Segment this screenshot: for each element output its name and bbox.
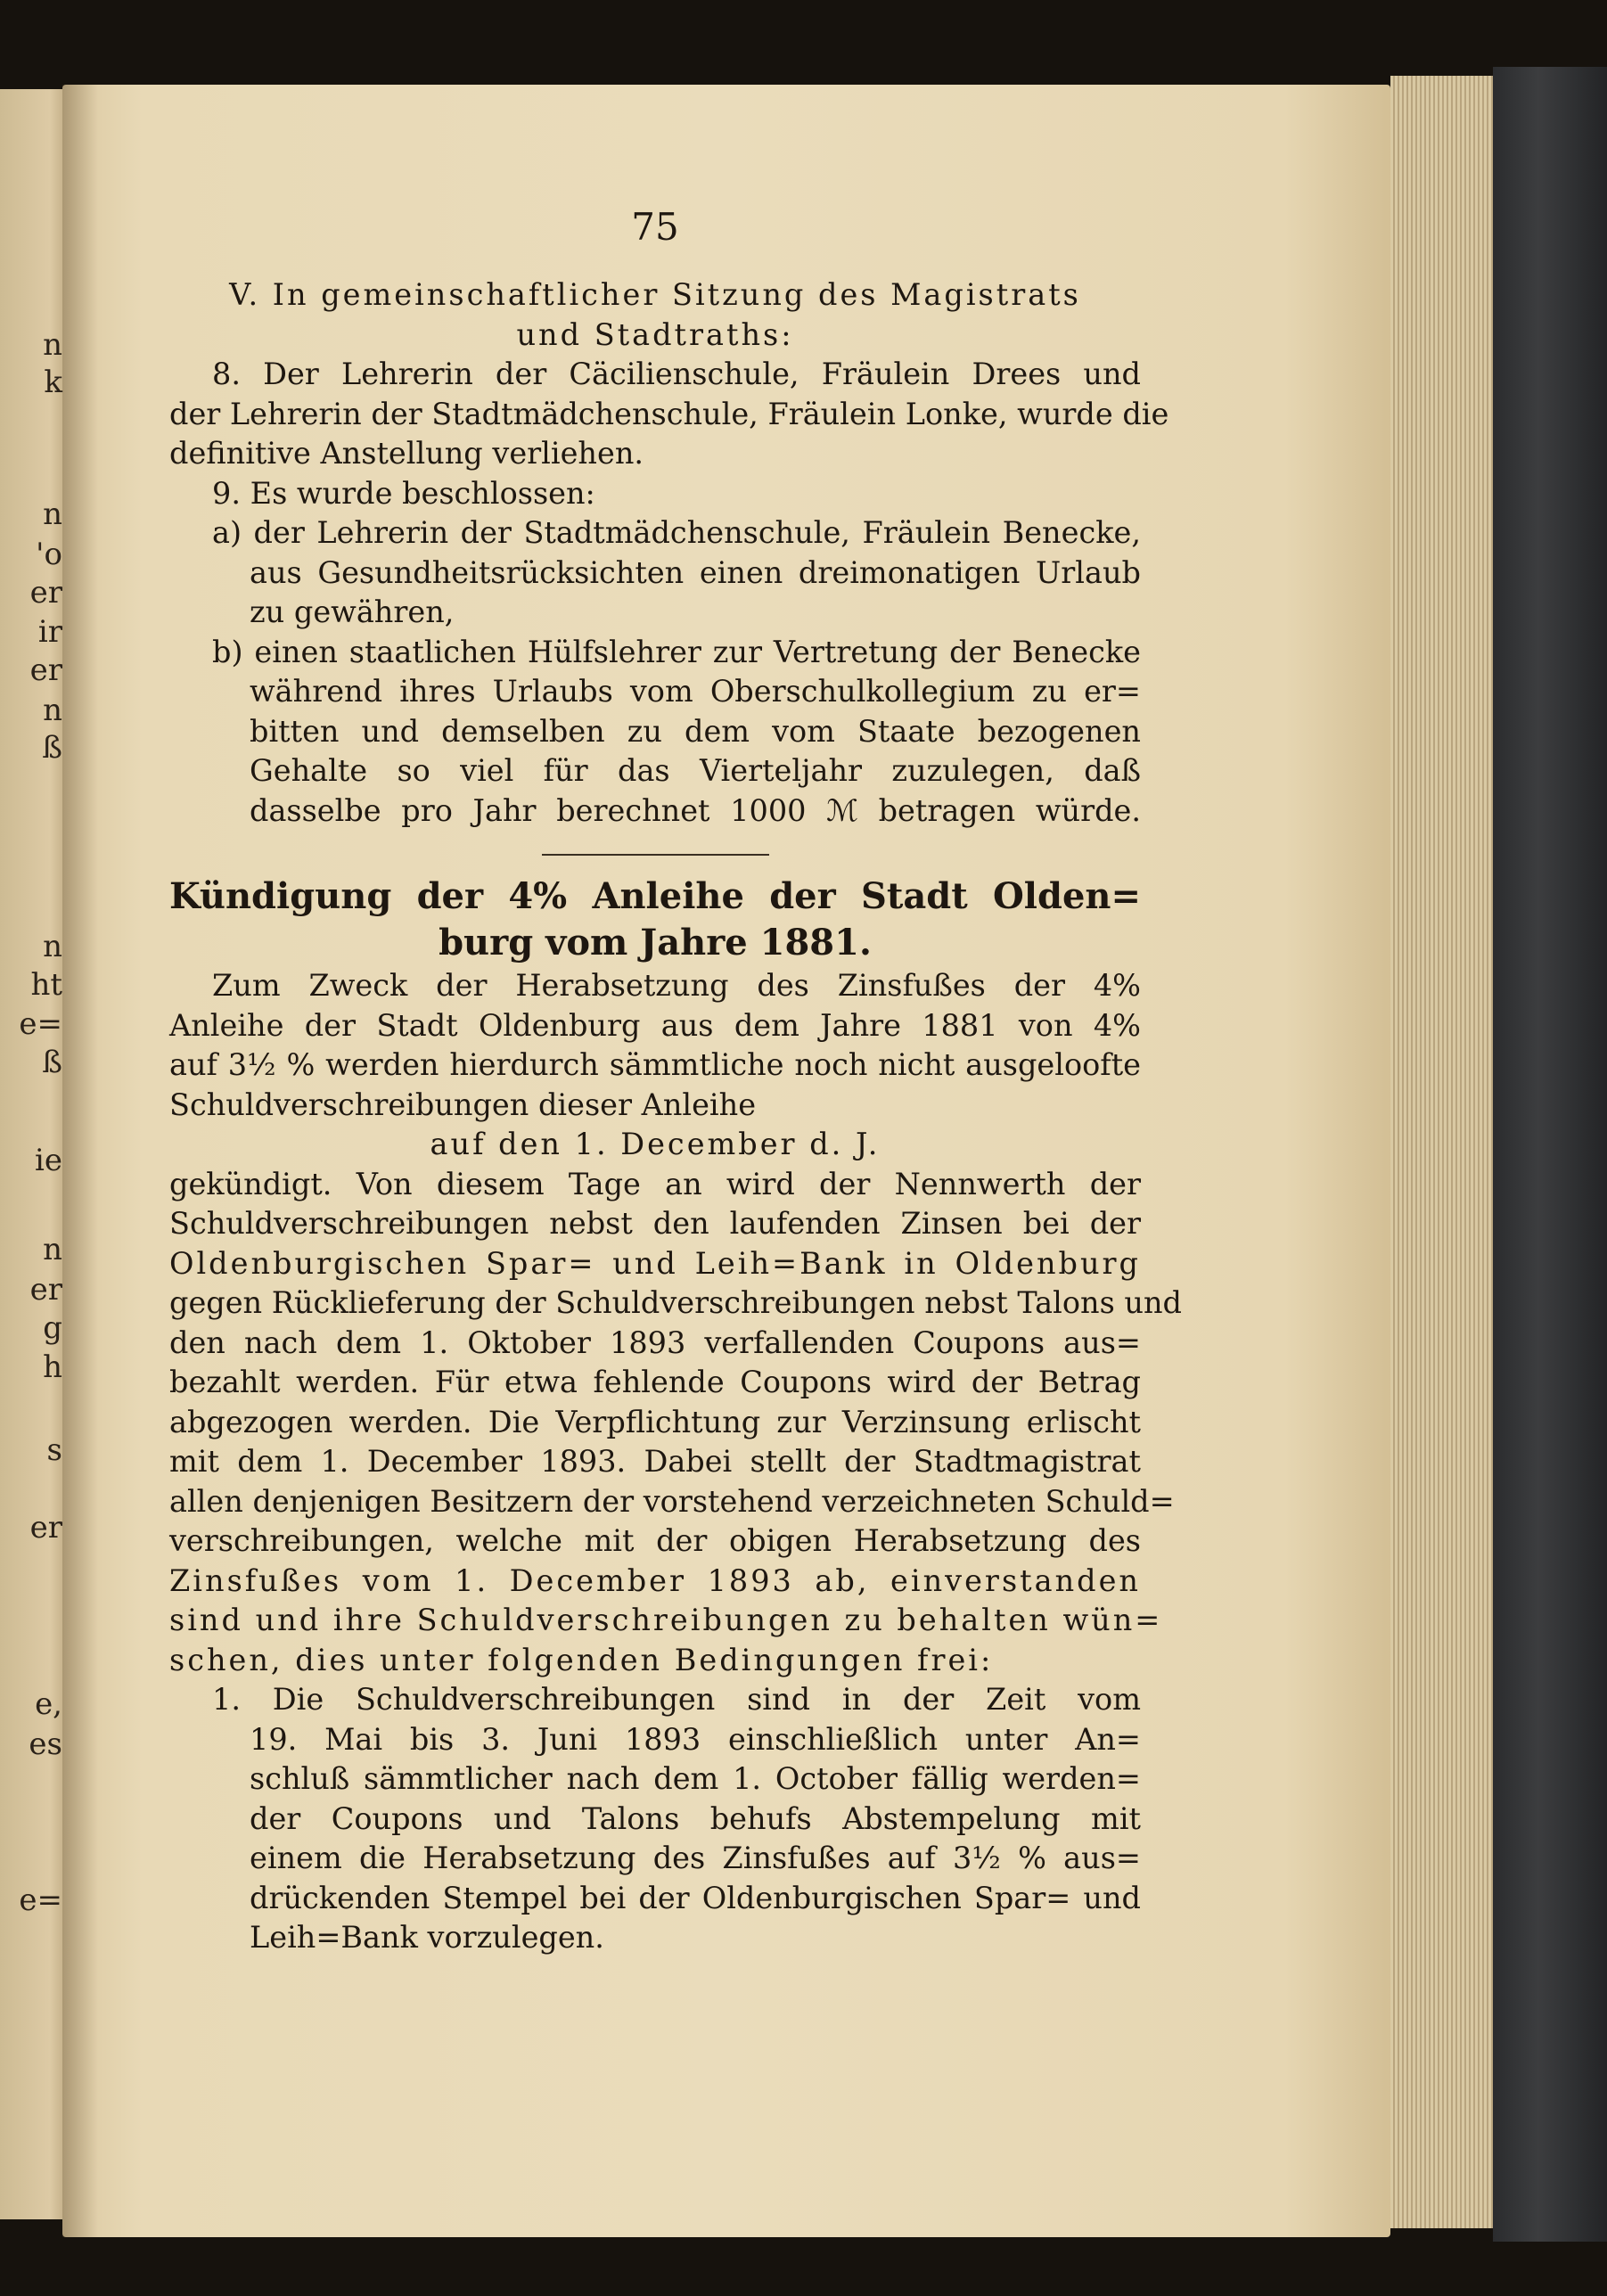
body-line: Oldenburgischen Spar= und Leih=Bank in Oldenburg [169,1245,1141,1281]
margin-fragment: g [43,1310,62,1346]
margin-fragment: h [43,1349,62,1385]
item-9-line: während ihres Urlaubs vom Oberschulkollegium zu er= [250,674,1141,709]
body-line: Zum Zweck der Herabsetzung des Zinsfußes der 4% [212,968,1141,1003]
body-line: mit dem 1. December 1893. Dabei stellt der Stadtmagistrat [169,1444,1141,1479]
item-9-line: bitten und demselben zu dem vom Staate bezogenen [250,713,1141,749]
margin-fragment: er [29,652,62,688]
margin-fragment: ß [42,1045,62,1080]
margin-fragment: n [43,496,62,532]
item-1-line: 1. Die Schuldverschreibungen sind in der Zeit vom [212,1682,1141,1717]
item-9-line: zu gewähren, [250,594,455,629]
body-line: gegen Rücklieferung der Schuldverschreibungen nebst Talons und [169,1285,1183,1320]
page-number: 75 [631,205,679,249]
book-cover [1493,67,1607,2242]
item-9-line: 9. Es wurde beschlossen: [212,475,595,511]
margin-fragment: 'o [36,537,62,572]
margin-fragment: ß [42,730,62,766]
item-9-line: Gehalte so viel für das Vierteljahr zuzulegen, daß [250,753,1141,788]
body-line: Schuldverschreibungen dieser Anleihe [169,1086,757,1122]
margin-fragment: er [29,575,62,611]
body-line: sind und ihre Schuldverschreibungen zu behalten wün= [169,1603,1163,1637]
item-9-line: dasselbe pro Jahr berechnet 1000 ℳ betragen würde. [250,792,1141,828]
item-1-line: schluß sämmtlicher nach dem 1. October fällig werden= [250,1761,1141,1796]
body-line: den nach dem 1. Oktober 1893 verfallenden Coupons aus= [169,1324,1141,1360]
item-8-line: der Lehrerin der Stadtmädchenschule, Fräulein Lonke, wurde die [169,396,1169,431]
section-v-heading: V. In gemeinschaftlicher Sitzung des Magistrats [229,277,1081,312]
item-9-line: b) einen staatlichen Hülfslehrer zur Vertretung der Benecke [212,634,1141,669]
section-divider [542,854,769,856]
body-line: Anleihe der Stadt Oldenburg aus dem Jahre 1881 von 4% [169,1007,1141,1043]
margin-fragment: n [43,327,62,363]
notice-heading: burg vom Jahre 1881. [439,922,872,964]
page-edges [1390,76,1493,2228]
margin-fragment: e, [35,1686,62,1722]
item-9-line: aus Gesundheitsrücksichten einen dreimonatigen Urlaub [250,554,1141,590]
margin-fragment: e= [19,1006,62,1042]
margin-fragment: n [43,1232,62,1267]
section-v-heading: und Stadtraths: [516,316,794,352]
item-8-line: 8. Der Lehrerin der Cäcilienschule, Fräulein Drees und [212,357,1141,391]
margin-fragment: e= [19,1882,62,1918]
page-gutter-shadow [62,85,98,2237]
body-line: verschreibungen, welche mit der obigen Herabsetzung des [169,1523,1141,1558]
item-1-line: 19. Mai bis 3. Juni 1893 einschließlich unter An= [250,1721,1141,1757]
body-line: abgezogen werden. Die Verpflichtung zur Verzinsung erlischt [169,1404,1141,1439]
margin-fragment: er [29,1272,62,1308]
item-8-line: definitive Anstellung verliehen. [169,436,644,471]
body-line: bezahlt werden. Für etwa fehlende Coupons wird der Betrag [169,1365,1141,1399]
margin-fragment: es [29,1726,62,1762]
body-line: auf den 1. December d. J. [430,1127,881,1161]
body-line: schen, dies unter folgenden Bedingungen frei: [169,1642,994,1677]
body-line: auf 3½ % werden hierdurch sämmtliche noch nicht ausgeloofte [169,1047,1141,1082]
margin-fragment: k [44,365,62,400]
body-line: Zinsfußes vom 1. December 1893 ab, einverstanden [169,1562,1141,1598]
margin-fragment: n [43,693,62,728]
margin-fragment: ir [37,614,62,650]
page-text [169,205,1183,1958]
margin-fragment: ie [35,1143,62,1178]
body-line: Schuldverschreibungen nebst den laufenden Zinsen bei der [169,1206,1141,1241]
item-9-line: a) der Lehrerin der Stadtmädchenschule, Fräulein Benecke, [212,515,1141,550]
margin-fragment: ht [30,967,62,1003]
margin-fragment: n [43,929,62,964]
item-1-line: der Coupons und Talons behufs Abstempelung mit [250,1800,1141,1836]
body-line: gekündigt. Von diesem Tage an wird der Nennwerth der [169,1166,1141,1201]
body-line: allen denjenigen Besitzern der vorstehend verzeichneten Schuld= [169,1483,1175,1519]
margin-fragment: s [46,1432,62,1468]
notice-heading: Kündigung der 4% Anleihe der Stadt Olden= [169,875,1141,917]
item-1-line: Leih=Bank vorzulegen. [250,1920,604,1955]
item-1-line: einem die Herabsetzung des Zinsfußes auf 3½ % aus= [250,1841,1141,1875]
item-1-line: drückenden Stempel bei der Oldenburgischen Spar= und [250,1880,1141,1915]
margin-fragment: er [29,1510,62,1546]
